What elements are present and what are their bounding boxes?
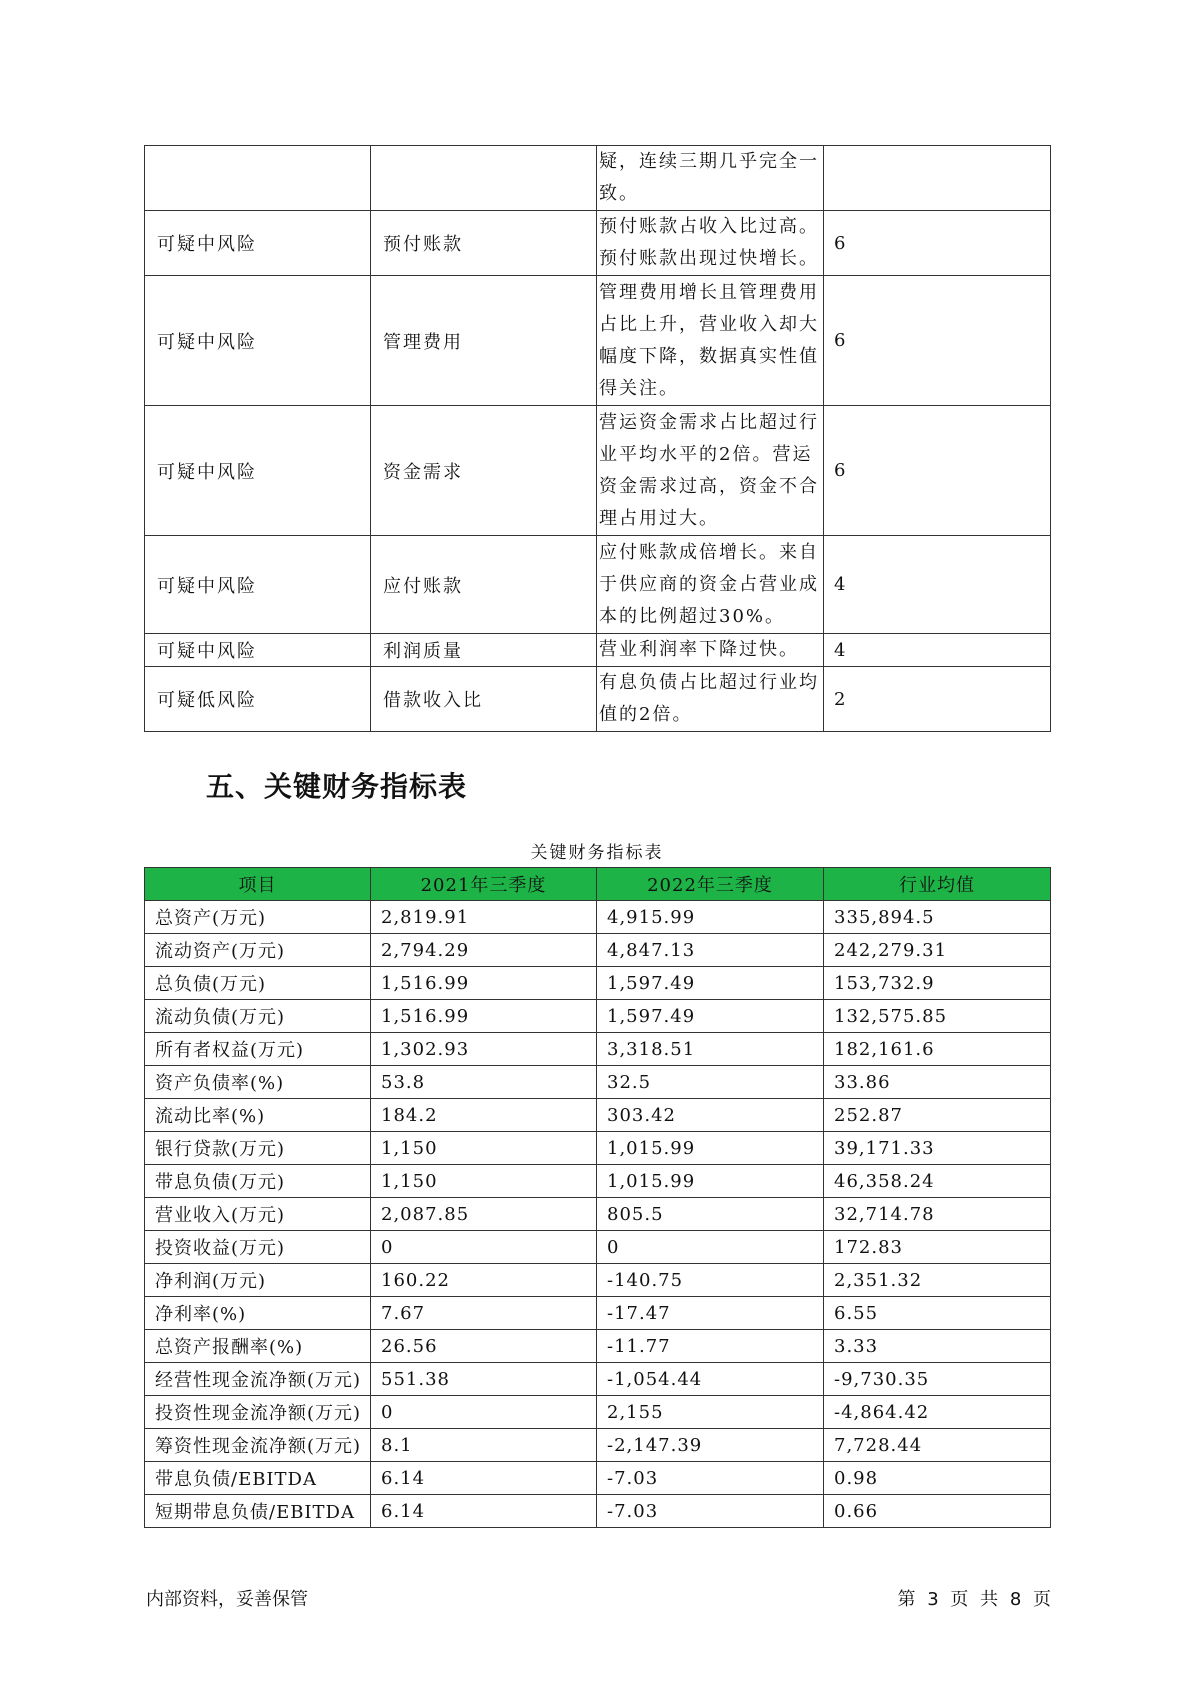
risk-score: 6 — [824, 406, 1051, 536]
table-row — [145, 146, 1051, 211]
industry-avg-cell: 242,279.31 — [824, 934, 1051, 967]
value-2022q3-cell: 2,155 — [597, 1396, 824, 1429]
indicator-name-cell: 营业收入(万元) — [145, 1198, 371, 1231]
indicator-name-cell: 资产负债率(%) — [145, 1066, 371, 1099]
indicator-name-cell: 净利率(%) — [145, 1297, 371, 1330]
table-row — [145, 1363, 1051, 1396]
risk-score: 4 — [824, 634, 1051, 667]
value-2022q3-cell: -7.03 — [597, 1495, 824, 1528]
risk-description: 有息负债占比超过行业均值的2倍。 — [597, 667, 824, 732]
table-row — [145, 536, 1051, 634]
table-row — [145, 1198, 1051, 1231]
industry-avg-cell: 335,894.5 — [824, 901, 1051, 934]
industry-avg-cell: 46,358.24 — [824, 1165, 1051, 1198]
footer-page-number: 第 3 页 共 8 页 — [897, 1589, 1051, 1610]
table-header — [145, 868, 1051, 901]
value-2021q3-cell: 1,516.99 — [371, 1000, 597, 1033]
risk-score: 4 — [824, 536, 1051, 634]
risk-item: 利润质量 — [371, 634, 597, 667]
value-2022q3-cell: -11.77 — [597, 1330, 824, 1363]
risk-level: 可疑中风险 — [145, 406, 371, 536]
table-row — [145, 1297, 1051, 1330]
column-header-2022q3: 2022年三季度 — [597, 868, 824, 901]
table-row — [145, 211, 1051, 276]
indicator-name-cell: 经营性现金流净额(万元) — [145, 1363, 371, 1396]
table-row — [145, 1429, 1051, 1462]
risk-table — [144, 145, 1051, 732]
industry-avg-cell: 172.83 — [824, 1231, 1051, 1264]
value-2022q3-cell: -17.47 — [597, 1297, 824, 1330]
risk-description: 营运资金需求占比超过行业平均水平的2倍。营运资金需求过高，资金不合理占用过大。 — [597, 406, 824, 536]
industry-avg-cell: 252.87 — [824, 1099, 1051, 1132]
indicator-name-cell: 流动比率(%) — [145, 1099, 371, 1132]
industry-avg-cell: 39,171.33 — [824, 1132, 1051, 1165]
value-2022q3-cell: -2,147.39 — [597, 1429, 824, 1462]
risk-level — [145, 146, 371, 211]
indicator-name-cell: 总资产报酬率(%) — [145, 1330, 371, 1363]
table-caption: 关键财务指标表 — [530, 843, 664, 863]
value-2021q3-cell: 551.38 — [371, 1363, 597, 1396]
table-row — [145, 1495, 1051, 1528]
column-header-2021q3: 2021年三季度 — [371, 868, 597, 901]
risk-score: 6 — [824, 211, 1051, 276]
value-2021q3-cell: 53.8 — [371, 1066, 597, 1099]
risk-level: 可疑中风险 — [145, 211, 371, 276]
risk-item: 管理费用 — [371, 276, 597, 406]
risk-level: 可疑中风险 — [145, 536, 371, 634]
risk-description: 预付账款占收入比过高。预付账款出现过快增长。 — [597, 211, 824, 276]
indicator-name-cell: 总负债(万元) — [145, 967, 371, 1000]
risk-description: 管理费用增长且管理费用占比上升，营业收入却大幅度下降，数据真实性值得关注。 — [597, 276, 824, 406]
table-row — [145, 1231, 1051, 1264]
value-2022q3-cell: 4,915.99 — [597, 901, 824, 934]
table-row — [145, 1099, 1051, 1132]
table-row — [145, 1264, 1051, 1297]
risk-item — [371, 146, 597, 211]
value-2021q3-cell: 1,516.99 — [371, 967, 597, 1000]
financial-indicators-table — [144, 867, 1051, 1528]
value-2022q3-cell: 1,597.49 — [597, 967, 824, 1000]
value-2021q3-cell: 26.56 — [371, 1330, 597, 1363]
industry-avg-cell: 182,161.6 — [824, 1033, 1051, 1066]
table-row — [145, 1462, 1051, 1495]
value-2021q3-cell: 8.1 — [371, 1429, 597, 1462]
industry-avg-cell: 132,575.85 — [824, 1000, 1051, 1033]
industry-avg-cell: -4,864.42 — [824, 1396, 1051, 1429]
industry-avg-cell: 32,714.78 — [824, 1198, 1051, 1231]
value-2022q3-cell: -1,054.44 — [597, 1363, 824, 1396]
footer-confidential-note: 内部资料，妥善保管 — [146, 1589, 308, 1610]
table-row — [145, 276, 1051, 406]
risk-description: 营业利润率下降过快。 — [597, 634, 824, 667]
indicator-name-cell: 净利润(万元) — [145, 1264, 371, 1297]
value-2021q3-cell: 6.14 — [371, 1462, 597, 1495]
column-header-item: 项目 — [145, 868, 371, 901]
industry-avg-cell: 7,728.44 — [824, 1429, 1051, 1462]
indicator-name-cell: 投资收益(万元) — [145, 1231, 371, 1264]
risk-score: 2 — [824, 667, 1051, 732]
indicator-name-cell: 银行贷款(万元) — [145, 1132, 371, 1165]
table-row — [145, 406, 1051, 536]
risk-score: 6 — [824, 276, 1051, 406]
risk-description: 应付账款成倍增长。来自于供应商的资金占营业成本的比例超过30%。 — [597, 536, 824, 634]
column-header-industry-avg: 行业均值 — [824, 868, 1051, 901]
indicator-name-cell: 所有者权益(万元) — [145, 1033, 371, 1066]
risk-item: 借款收入比 — [371, 667, 597, 732]
financial-table-body — [145, 901, 1051, 1528]
value-2021q3-cell: 2,819.91 — [371, 901, 597, 934]
value-2021q3-cell: 6.14 — [371, 1495, 597, 1528]
risk-level: 可疑中风险 — [145, 634, 371, 667]
indicator-name-cell: 总资产(万元) — [145, 901, 371, 934]
table-row — [145, 967, 1051, 1000]
industry-avg-cell: 0.98 — [824, 1462, 1051, 1495]
value-2021q3-cell: 0 — [371, 1396, 597, 1429]
table-row — [145, 1165, 1051, 1198]
section-title: 五、关键财务指标表 — [206, 770, 468, 803]
value-2022q3-cell: -7.03 — [597, 1462, 824, 1495]
value-2022q3-cell: 1,597.49 — [597, 1000, 824, 1033]
risk-level: 可疑低风险 — [145, 667, 371, 732]
industry-avg-cell: 153,732.9 — [824, 967, 1051, 1000]
value-2022q3-cell: -140.75 — [597, 1264, 824, 1297]
table-row — [145, 634, 1051, 667]
table-row — [145, 1330, 1051, 1363]
table-row — [145, 1132, 1051, 1165]
risk-item: 预付账款 — [371, 211, 597, 276]
value-2021q3-cell: 2,087.85 — [371, 1198, 597, 1231]
value-2021q3-cell: 184.2 — [371, 1099, 597, 1132]
value-2022q3-cell: 4,847.13 — [597, 934, 824, 967]
indicator-name-cell: 筹资性现金流净额(万元) — [145, 1429, 371, 1462]
value-2021q3-cell: 7.67 — [371, 1297, 597, 1330]
table-row — [145, 1396, 1051, 1429]
industry-avg-cell: 6.55 — [824, 1297, 1051, 1330]
indicator-name-cell: 带息负债/EBITDA — [145, 1462, 371, 1495]
value-2021q3-cell: 1,150 — [371, 1132, 597, 1165]
risk-item: 应付账款 — [371, 536, 597, 634]
risk-table-body — [145, 146, 1051, 732]
value-2021q3-cell: 2,794.29 — [371, 934, 597, 967]
risk-score — [824, 146, 1051, 211]
risk-description: 疑，连续三期几乎完全一致。 — [597, 146, 824, 211]
table-row — [145, 901, 1051, 934]
value-2022q3-cell: 1,015.99 — [597, 1165, 824, 1198]
table-row — [145, 1066, 1051, 1099]
industry-avg-cell: 33.86 — [824, 1066, 1051, 1099]
value-2022q3-cell: 3,318.51 — [597, 1033, 824, 1066]
value-2022q3-cell: 32.5 — [597, 1066, 824, 1099]
industry-avg-cell: -9,730.35 — [824, 1363, 1051, 1396]
indicator-name-cell: 流动负债(万元) — [145, 1000, 371, 1033]
value-2021q3-cell: 0 — [371, 1231, 597, 1264]
risk-level: 可疑中风险 — [145, 276, 371, 406]
header-row — [145, 868, 1051, 901]
risk-item: 资金需求 — [371, 406, 597, 536]
value-2022q3-cell: 303.42 — [597, 1099, 824, 1132]
indicator-name-cell: 流动资产(万元) — [145, 934, 371, 967]
indicator-name-cell: 带息负债(万元) — [145, 1165, 371, 1198]
value-2021q3-cell: 1,150 — [371, 1165, 597, 1198]
value-2022q3-cell: 805.5 — [597, 1198, 824, 1231]
industry-avg-cell: 3.33 — [824, 1330, 1051, 1363]
table-row — [145, 1033, 1051, 1066]
indicator-name-cell: 投资性现金流净额(万元) — [145, 1396, 371, 1429]
value-2022q3-cell: 1,015.99 — [597, 1132, 824, 1165]
table-row — [145, 1000, 1051, 1033]
industry-avg-cell: 0.66 — [824, 1495, 1051, 1528]
value-2022q3-cell: 0 — [597, 1231, 824, 1264]
industry-avg-cell: 2,351.32 — [824, 1264, 1051, 1297]
indicator-name-cell: 短期带息负债/EBITDA — [145, 1495, 371, 1528]
value-2021q3-cell: 160.22 — [371, 1264, 597, 1297]
table-row — [145, 667, 1051, 732]
value-2021q3-cell: 1,302.93 — [371, 1033, 597, 1066]
table-row — [145, 934, 1051, 967]
